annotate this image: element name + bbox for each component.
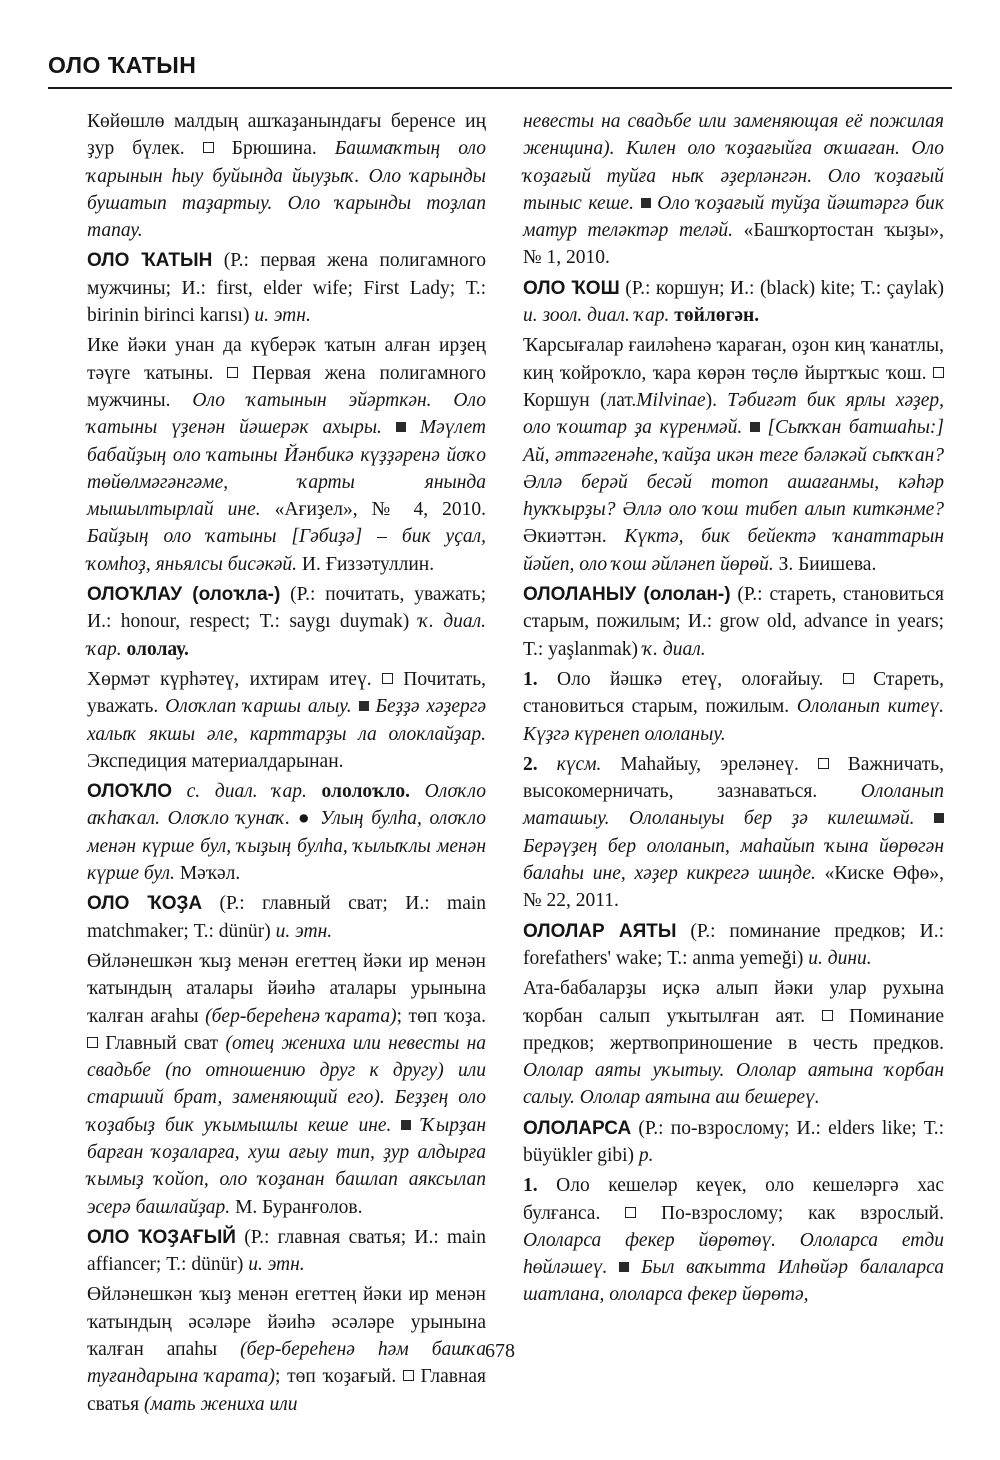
grammar-label: и. этн. xyxy=(275,920,333,942)
cross-reference: төйлөгән. xyxy=(674,305,760,327)
grammar-label: и. этн. xyxy=(248,1254,305,1276)
headword: ОЛОЛАНЫУ (ололан-) xyxy=(523,584,731,606)
citation: Байҙың оло ҡатыны [Гәбиҙә] – бик уҫал, ҡомһоҙ, яньялсы бисәкәй. xyxy=(87,526,486,575)
translation-marker-icon xyxy=(818,758,829,769)
source: Әкиәттән. xyxy=(523,526,607,548)
citation: Оло ҡоҙағый туйҙа йәштәргә бик матур теләктәр теләй. xyxy=(523,192,945,242)
cross-reference: ололау. xyxy=(126,638,189,660)
citation-marker-icon xyxy=(641,198,651,208)
entry-olo-qoza: ОЛО ҠОҘА (Р.: главный сват; И.: main matchmaker; Т.: dünür) и. этн. xyxy=(87,893,487,942)
entry-ololar-ayaty: ОЛОЛАР АЯТЫ (Р.: поминание предков; И.: forefathers' wake; Т.: anma yemeği) и. дини. xyxy=(523,920,944,969)
citation: Беҙҙә хәҙергә халыҡ якшы әле, карттарҙы ла олоклайҙар. xyxy=(87,696,486,745)
citation-marker-icon xyxy=(401,1120,411,1130)
example: Ололар аяты уҡытыу. Ололар аятына ҡорбан салыу. Ололар аятына аш бешереү. xyxy=(523,1060,944,1109)
grammar-label: күсм. xyxy=(556,753,602,775)
entry-olo-qatyn: ОЛО ҠАТЫН (Р.: первая жена полигамного мужчины; И.: first, elder wife; First Lady; Т.: birinin birinci karısı) и. этн. xyxy=(87,250,487,327)
entry-continuation: Көйөшлө малдың ашҡаҙанындағы беренсе иң ҙур бүлек. Брюшина. Башмаҡтың оло ҡарынын һыу буйында йыуҙыҡ. Оло ҡарынды бушатып таҙартыу. Оло ҡарынды тоҙлап тапау. xyxy=(87,111,487,242)
translation-marker-icon xyxy=(227,367,238,378)
citation: Күктә, бик бейектә ҡанаттарын йәйеп, оло ҡош әйләнеп йөрөй. xyxy=(523,526,944,575)
citation: Ҡырҙан барған ҡоҙаларға, хуш ағыу тип, ҙур алдырға ҡымыҙ ҡойоп, оло ҡоҙанан башлап аяксылап эсерә башлайҙар. xyxy=(87,1114,487,1218)
citation-marker-icon xyxy=(396,422,406,432)
sense-1: 1. Оло кешеләр кеүек, оло кешеләргә хас булғанса. По-взрослому; как взрослый. Ололарса фекер йөрөтөү. Ололарса етди һөйләшеү. Был ваҡытта Илһөйәр балаларса шатлана, ололарса фекер йөрөтә, xyxy=(523,1175,944,1306)
citation-marker-icon xyxy=(750,422,760,432)
translation-marker-icon xyxy=(203,142,214,153)
grammar-label: ҡ. диал. xyxy=(642,638,706,660)
grammar-label: и. зоол. диал. ҡар. xyxy=(523,305,670,327)
example: Олоҡло аҡһаҡал. Олоҡло ҡунаҡ. xyxy=(87,781,487,830)
right-column xyxy=(523,108,944,1312)
headword: ОЛОҠЛАУ (олоҡла-) xyxy=(87,584,281,606)
source: «Башҡортостан ҡыҙы», № 1, 2010. xyxy=(523,220,944,269)
proverb-marker-icon: ● xyxy=(297,808,313,830)
headword: ОЛО ҠОҘАҒЫЙ xyxy=(87,1226,236,1248)
entry-definition: Ата-бабаларҙы иҫкә алып йәки улар рухына ҡорбан салып уҡытылған аят. Поминание предков; жертвоприношение в честь предков. Ололар аяты уҡытыу. Ололар аятына ҡорбан салыу. Ололар аятына аш бешереү. xyxy=(523,978,944,1109)
citation: Мәүлет бабайҙың оло ҡатыны Йәнбикә күҙҙәренә йоҡо төйөлмәгәнгәме, ҡарты янында мышылтырлай ине. xyxy=(87,417,487,521)
running-header xyxy=(48,47,952,89)
entry-ololanyu: ОЛОЛАНЫУ (ололан-) (Р.: стареть, становиться старым, пожилым; И.: grow old, advance in years; Т.: yaşlanmak) ҡ. диал. xyxy=(523,584,944,660)
example: Тәбиғәт бик ярлы хәҙер, оло ҡоштар ҙа күренмәй. xyxy=(523,389,945,439)
grammar-label: и. дини. xyxy=(808,947,872,969)
translation-marker-icon xyxy=(843,673,854,684)
example: Башмаҡтың оло ҡарынын һыу буйында йыуҙыҡ. Оло ҡарынды бушатып таҙартыу. Оло ҡарынды тоҙлап тапау. xyxy=(87,138,487,242)
entry-definition: Өйләнешкән ҡыҙ менән егеттең йәки ир менән ҡатындың аталары йәиһә аталары урынына ҡалған ағаһы (бер-береһенә ҡарата); төп ҡоҙа. Главный сват (отец жениха или невесты на свадьбе (по отношению друг к другу) или старший брат, заменяющий его). Беҙҙең оло ҡоҙабыҙ бик уҡымышлы кеше ине. Ҡырҙан барған ҡоҙаларға, хуш ағыу тип, ҙур алдырға ҡымыҙ ҡойоп, оло ҡоҙанан башлап аяксылап эсерә башлайҙар. М. Буранғолов. xyxy=(87,950,487,1218)
left-column xyxy=(87,108,486,1421)
source: «Ағиҙел», № 4, 2010. xyxy=(274,499,487,521)
example: Ололанып китеү. Күҙгә күренеп ололаныу. xyxy=(523,696,944,745)
headword: ОЛОҠЛО xyxy=(87,781,172,803)
page-number: 678 xyxy=(485,1340,515,1362)
proverb: Улың булһа, олоҡло менән күрше бул, ҡыҙың булһа, ҡылыҡлы менән күрше бул. xyxy=(87,808,487,885)
entry-definition: Хөрмәт күрһәтеү, ихтирам итеү. Почитать, уважать. Олоҡлап ҡаршы алыу. Беҙҙә хәҙергә халыҡ якшы әле, карттарҙы ла олоклайҙар. Экспедиция материалдарынан. xyxy=(87,668,487,772)
citation-marker-icon xyxy=(359,701,369,711)
source: «Киске Өфө», № 22, 2011. xyxy=(523,863,944,912)
translation-marker-icon xyxy=(933,367,944,378)
source: Мәҡәл. xyxy=(179,863,241,885)
sense-1: 1. Оло йәшкә етеү, олоғайыу. Стареть, становиться старым, пожилым. Ололанып китеү. Күҙгә күренеп ололаныу. xyxy=(523,668,945,745)
citation: Был ваҡытта Илһөйәр балаларса шатлана, ололарса фекер йөрөтә, xyxy=(523,1257,944,1306)
sense-number: 2. xyxy=(523,753,538,775)
source: И. Ғиззәтуллин. xyxy=(301,553,435,575)
citation: [Сыҡҡан батшаһы:] Ай, әттәгенәһе, ҡайҙа икән теге бәләкәй сыҡҡан? Әллә берәй бесәй тотоп ашағанмы, кәһәр һуҡҡырҙы? Әллә оло ҡош тибеп алып киткәнме? xyxy=(523,417,945,521)
source: З. Биишева. xyxy=(778,553,877,575)
grammar-label: ҡ. диал. ҡар. xyxy=(87,611,487,660)
translation-marker-icon xyxy=(822,1010,833,1021)
entry-definition: Ҡарсығалар ғаиләһенә ҡараған, оҙон киң ҡанатлы, киң ҡойроҡло, ҡара көрән төҫлө йыртҡыс ҡош. Коршун (лат.Milvinae). Тәбиғәт бик ярлы хәҙер, оло ҡоштар ҙа күренмәй. [Сыҡҡан батшаһы:] Ай, әттәгенәһе, ҡайҙа икән теге бәләкәй сыҡҡан? Әллә берәй бесәй тотоп ашағанмы, кәһәр һуҡҡырҙы? Әллә оло ҡош тибеп алып киткәнме? Әкиәттән. Күктә, бик бейектә ҡанаттарын йәйеп, оло ҡош әйләнеп йөрөй. З. Биишева. xyxy=(523,335,945,575)
headword: ОЛОЛАР АЯТЫ xyxy=(523,920,677,942)
source: Экспедиция материалдарынан. xyxy=(87,750,344,772)
translation-marker-icon xyxy=(382,673,393,684)
headword: ОЛО ҠАТЫН xyxy=(87,250,213,272)
grammar-label: р. xyxy=(638,1144,654,1166)
entry-olo-qozagyy: ОЛО ҠОҘАҒЫЙ (Р.: главная сватья; И.: main affiancer; Т.: dünür) и. этн. xyxy=(87,1226,486,1276)
grammar-label: с. диал. ҡар. xyxy=(186,781,307,803)
source: М. Буранғолов. xyxy=(235,1196,363,1218)
entry-oloqlau: ОЛОҠЛАУ (олоҡла-) (Р.: почитать, уважать; И.: honour, respect; Т.: saygı duymak) ҡ. диал. ҡар. ололау. xyxy=(87,584,487,660)
translation-marker-icon xyxy=(403,1370,414,1381)
example: Оло ҡатынын эйәрткән. Оло ҡатыны үҙенән йәшерәк ахыры. xyxy=(87,389,486,439)
entry-continuation: невесты на свадьбе или заменяющая её пожилая женщина). Килен оло ҡоҙағыйға оҡшаған. Оло ҡоҙағый туйға ныҡ әҙерләнгән. Оло ҡоҙағый тыныс кеше. Оло ҡоҙағый туйҙа йәштәргә бик матур теләктәр теләй. «Башҡортостан ҡыҙы», № 1, 2010. xyxy=(523,111,945,269)
headword: ОЛО ҠОҘА xyxy=(87,893,203,915)
sense-number: 1. xyxy=(523,1175,538,1197)
sense-2: 2. күсм. Маһайыу, эреләнеү. Важничать, высокомерничать, зазнаваться. Ололанып маташыу. Ололаныуы бер ҙә килешмәй. Берәүҙең бер ололанып, маһайып ҡына йөрөгән балаһы ине, хәҙер кикрегә шиңде. «Киске Өфө», № 22, 2011. xyxy=(523,753,945,912)
translation-marker-icon xyxy=(625,1207,636,1218)
entry-oloqlo xyxy=(87,778,486,887)
entry-olo-qosh: ОЛО ҠОШ (Р.: коршун; И.: (black) kite; Т.: çaylak) и. зоол. диал. ҡар. төйлөгән. xyxy=(523,277,945,327)
headword: ОЛО ҠОШ xyxy=(523,277,620,299)
translation-marker-icon xyxy=(87,1037,98,1048)
example: Ололанып маташыу. Ололаныуы бер ҙә килешмәй. xyxy=(523,781,945,830)
cross-reference: ололоҡло. xyxy=(321,781,411,803)
example: Олоҡлап ҡаршы алыу. xyxy=(165,696,352,718)
citation-marker-icon xyxy=(934,813,944,823)
sense-number: 1. xyxy=(523,668,538,690)
entry-ololarsa: ОЛОЛАРСА (Р.: по-взрослому; И.: elders like; Т.: büyükler gibi) р. xyxy=(523,1117,944,1166)
header-title: ОЛО ҠАТЫН xyxy=(48,52,197,78)
example: Беҙҙең оло ҡоҙабыҙ бик уҡымышлы кеше ине. xyxy=(87,1087,486,1136)
entry-definition: Ике йәки унан да күберәк ҡатын алған ирҙең тәүге ҡатыны. Первая жена полигамного мужчины. Оло ҡатынын эйәрткән. Оло ҡатыны үҙенән йәшерәк ахыры. Мәүлет бабайҙың оло ҡатыны Йәнбикә күҙҙәренә йоҡо төйөлмәгәнгәме, ҡарты янында мышылтырлай ине. «Ағиҙел», № 4, 2010. Байҙың оло ҡатыны [Гәбиҙә] – бик уҫал, ҡомһоҙ, яньялсы бисәкәй. И. Ғиззәтуллин. xyxy=(87,335,487,575)
example: Ололарса фекер йөрөтөү. Ололарса етди һөйләшеү. xyxy=(523,1229,944,1279)
headword: ОЛОЛАРСА xyxy=(523,1117,632,1139)
citation: Берәүҙең бер ололанып, маһайып ҡына йөрөгән балаһы ине, хәҙер кикрегә шиңде. xyxy=(523,835,944,885)
entry-definition: Өйләнешкән ҡыҙ менән егеттең йәки ир менән ҡатындың әсәләре йәиһә әсәләре урынына ҡалған апаһы (бер-береһенә һәм башҡа туғандарына ҡарата); төп ҡоҙағый. Главная сватья (мать жениха или xyxy=(87,1284,487,1415)
grammar-label: и. этн. xyxy=(254,305,311,327)
citation-marker-icon xyxy=(619,1262,629,1272)
